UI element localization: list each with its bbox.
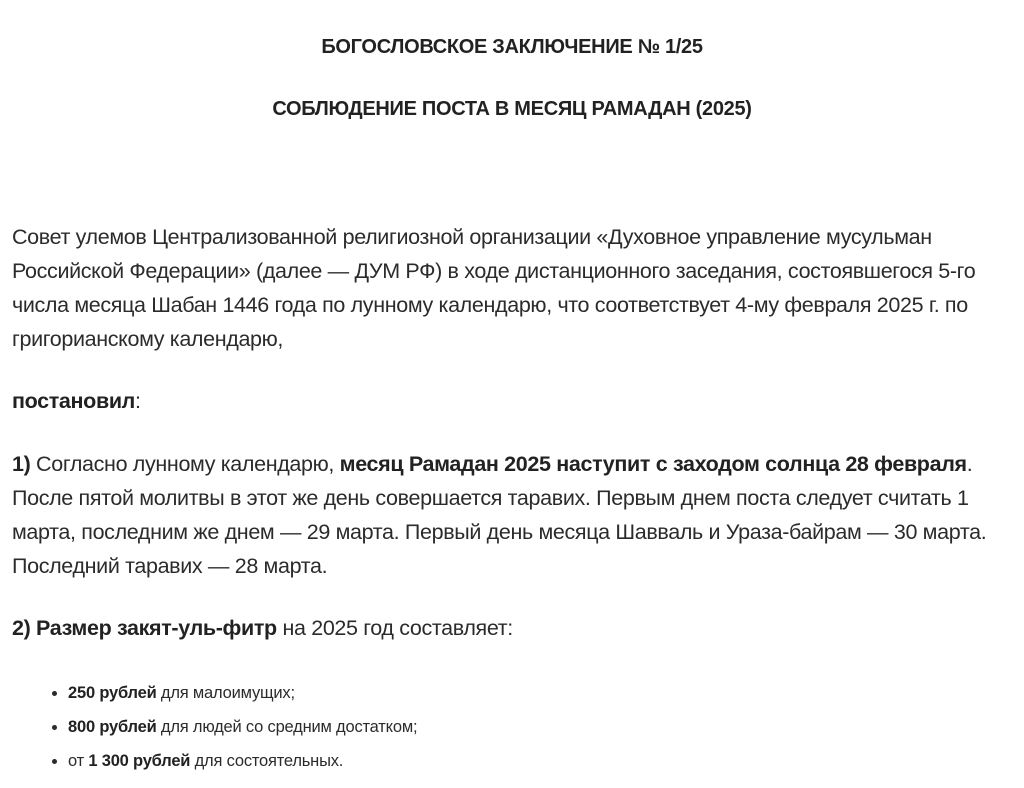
point-1-bold: месяц Рамадан 2025 наступит с заходом солнца 28 февраля bbox=[339, 452, 967, 476]
list-item bbox=[68, 676, 417, 710]
list-item bbox=[68, 744, 417, 778]
point-1-paragraph bbox=[12, 447, 1017, 583]
point-1-text-b: . После пятой молитвы в этот же день совершается таравих. Первым днем поста следует считать 1 марта, последним же днем — 29 марта. Первый день месяца Шавваль и Ураза-байрам — 30 марта. Последний таравих — 28 марта. bbox=[12, 452, 987, 578]
document-subtitle: СОБЛЮДЕНИЕ ПОСТА В МЕСЯЦ РАМАДАН (2025) bbox=[272, 98, 752, 120]
list-item-prefix: от bbox=[68, 752, 89, 770]
list-item-amount: 800 рублей bbox=[68, 718, 157, 736]
list-item-text: для состоятельных. bbox=[190, 752, 344, 770]
point-2-paragraph bbox=[12, 611, 1017, 645]
point-1-number: 1) bbox=[12, 452, 31, 476]
list-item-amount: 250 рублей bbox=[68, 684, 157, 702]
list-item-amount: 1 300 рублей bbox=[88, 752, 191, 770]
resolved-colon: : bbox=[135, 389, 141, 413]
point-1-text-a: Согласно лунному календарю, bbox=[30, 452, 340, 476]
point-2-bold: 2) Размер закят-уль-фитр bbox=[12, 616, 277, 640]
intro-paragraph: Совет улемов Централизованной религиозной организации «Духовное управление мусульман Российской Федерации» (далее — ДУМ РФ) в ходе дистанционного заседания, состоявшегося 5-го числа месяца Шабан 1446 года по лунному календарю, что соответствует 4-му февраля 2025 г. по григорианскому календарю, bbox=[12, 225, 976, 351]
resolved-paragraph bbox=[12, 384, 1017, 418]
list-item-text: для людей со средним достатком; bbox=[156, 718, 418, 736]
list-item-text: для малоимущих; bbox=[156, 684, 295, 702]
point-2-text: на 2025 год составляет: bbox=[276, 616, 513, 640]
zakat-list bbox=[28, 676, 417, 778]
document-title: БОГОСЛОВСКОЕ ЗАКЛЮЧЕНИЕ № 1/25 bbox=[321, 36, 703, 58]
resolved-bold: постановил bbox=[12, 389, 135, 413]
list-item bbox=[68, 710, 417, 744]
